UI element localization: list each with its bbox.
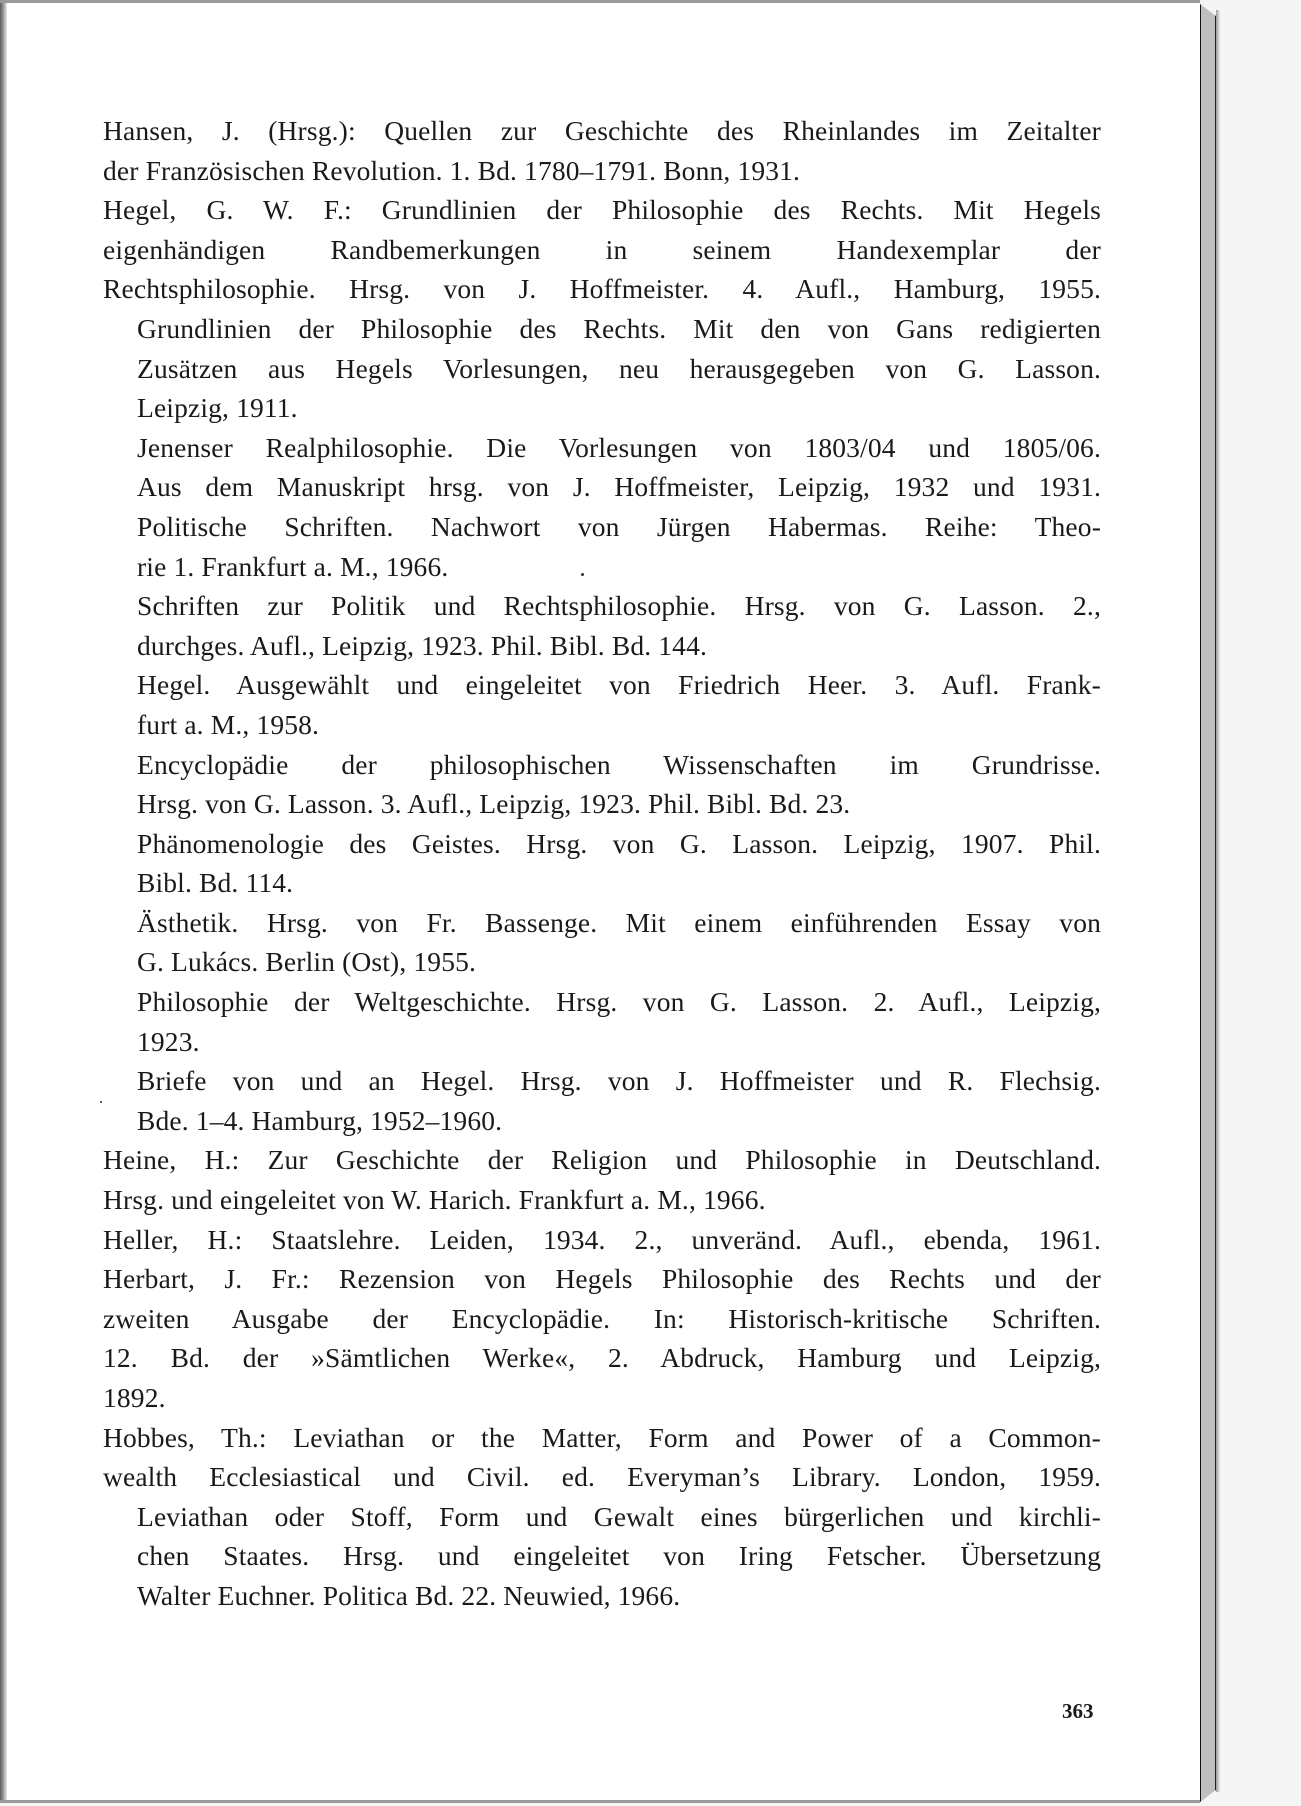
page-number: 363 bbox=[1062, 1699, 1094, 1723]
entry-line: zweiten Ausgabe der Encyclopädie. In: Historisch-kritische Schriften. bbox=[103, 1302, 1101, 1334]
entry-line: Walter Euchner. Politica Bd. 22. Neuwied, 1966. bbox=[137, 1579, 681, 1611]
entry-line: 1892. bbox=[103, 1382, 166, 1413]
entry-line: Hegel. Ausgewählt und eingeleitet von Friedrich Heer. 3. Aufl. Frank- bbox=[137, 669, 1101, 701]
entry-line: Leipzig, 1911. bbox=[137, 392, 298, 424]
hegel-work-schriften-zur-politik bbox=[103, 586, 1101, 665]
bibliography-entry-hegel bbox=[103, 190, 1101, 309]
print-speck bbox=[100, 1101, 102, 1103]
entry-line: Herbart, J. Fr.: Rezension von Hegels Philosophie des Rechts und der bbox=[103, 1263, 1101, 1295]
entry-line: Philosophie der Weltgeschichte. Hrsg. von G. Lasson. 2. Aufl., Leipzig, bbox=[137, 986, 1101, 1018]
bibliography-entry-hansen bbox=[103, 111, 1101, 190]
hegel-work-weltgeschichte bbox=[103, 982, 1101, 1061]
entry-line: Ästhetik. Hrsg. von Fr. Bassenge. Mit einem einführenden Essay von bbox=[137, 906, 1101, 938]
hegel-work-encyclopaedie bbox=[103, 745, 1101, 824]
hegel-work-politische-schriften bbox=[103, 507, 1101, 586]
hegel-work-jenenser bbox=[103, 428, 1101, 507]
bibliography-entry-herbart bbox=[103, 1259, 1101, 1417]
entry-line: wealth Ecclesiastical und Civil. ed. Everyman’s Library. London, 1959. bbox=[103, 1461, 1101, 1493]
entry-line: eigenhändigen Randbemerkungen in seinem Handexemplar der bbox=[103, 233, 1101, 265]
entry-line: Politische Schriften. Nachwort von Jürgen Habermas. Reihe: Theo- bbox=[137, 510, 1101, 542]
page-edge-thickness bbox=[1200, 4, 1216, 1802]
bibliography-entry-heller bbox=[103, 1220, 1101, 1260]
entry-line: der Französischen Revolution. 1. Bd. 1780–1791. Bonn, 1931. bbox=[103, 154, 801, 186]
entry-line: rie 1. Frankfurt a. M., 1966. bbox=[137, 550, 449, 582]
entry-line: Hegel, G. W. F.: Grundlinien der Philosophie des Rechts. Mit Hegels bbox=[103, 194, 1101, 226]
hegel-work-grundlinien-gans bbox=[103, 309, 1101, 428]
entry-line: Schriften zur Politik und Rechtsphilosophie. Hrsg. von G. Lasson. 2., bbox=[137, 590, 1101, 622]
entry-line: Bibl. Bd. 114. bbox=[137, 867, 294, 899]
entry-line: Phänomenologie des Geistes. Hrsg. von G. Lasson. Leipzig, 1907. Phil. bbox=[137, 827, 1101, 859]
entry-line: 12. Bd. der »Sämtlichen Werke«, 2. Abdruck, Hamburg und Leipzig, bbox=[103, 1342, 1101, 1374]
entry-line: Hrsg. von G. Lasson. 3. Aufl., Leipzig, 1923. Phil. Bibl. Bd. 23. bbox=[137, 788, 851, 820]
entry-line: Hobbes, Th.: Leviathan or the Matter, Form and Power of a Common- bbox=[103, 1421, 1101, 1453]
entry-line: Heller, H.: Staatslehre. Leiden, 1934. 2., unveränd. Aufl., ebenda, 1961. bbox=[103, 1223, 1101, 1255]
bibliography-entry-heine bbox=[103, 1140, 1101, 1219]
hegel-work-phaenomenologie bbox=[103, 824, 1101, 903]
entry-line: G. Lukács. Berlin (Ost), 1955. bbox=[137, 946, 477, 978]
entry-line: Briefe von und an Hegel. Hrsg. von J. Hoffmeister und R. Flechsig. bbox=[137, 1065, 1101, 1097]
entry-line: chen Staates. Hrsg. und eingeleitet von Iring Fetscher. Übersetzung bbox=[137, 1540, 1101, 1572]
entry-line: Jenenser Realphilosophie. Die Vorlesungen von 1803/04 und 1805/06. bbox=[137, 431, 1101, 463]
entry-line: Hansen, J. (Hrsg.): Quellen zur Geschichte des Rheinlandes im Zeitalter bbox=[103, 115, 1101, 146]
entry-line: Encyclopädie der philosophischen Wissenschaften im Grundrisse. bbox=[137, 748, 1101, 780]
hobbes-work-leviathan-de bbox=[103, 1497, 1101, 1616]
hegel-work-briefe bbox=[103, 1061, 1101, 1140]
entry-line: Rechtsphilosophie. Hrsg. von J. Hoffmeister. 4. Aufl., Hamburg, 1955. bbox=[103, 273, 1101, 305]
entry-line: Leviathan oder Stoff, Form und Gewalt eines bürgerlichen und kirchli- bbox=[137, 1500, 1101, 1532]
entry-line: Bde. 1–4. Hamburg, 1952–1960. bbox=[137, 1104, 503, 1136]
print-speck bbox=[581, 573, 584, 576]
entry-line: 1923. bbox=[137, 1025, 200, 1057]
entry-line: Hrsg. und eingeleitet von W. Harich. Frankfurt a. M., 1966. bbox=[103, 1184, 766, 1216]
entry-line: Grundlinien der Philosophie des Rechts. Mit den von Gans redigierten bbox=[137, 312, 1101, 344]
entry-line: furt a. M., 1958. bbox=[137, 708, 320, 740]
entry-line: durchges. Aufl., Leipzig, 1923. Phil. Bibl. Bd. 144. bbox=[137, 629, 707, 661]
page-shadow bbox=[1216, 10, 1220, 1792]
entry-line: Heine, H.: Zur Geschichte der Religion und Philosophie in Deutschland. bbox=[103, 1144, 1101, 1176]
bibliography-entry-hobbes bbox=[103, 1418, 1101, 1497]
bibliography-list bbox=[103, 111, 1101, 1616]
entry-line: Zusätzen aus Hegels Vorlesungen, neu herausgegeben von G. Lasson. bbox=[137, 352, 1101, 384]
hegel-work-heer bbox=[103, 665, 1101, 744]
hegel-work-aesthetik bbox=[103, 903, 1101, 982]
entry-line: Aus dem Manuskript hrsg. von J. Hoffmeister, Leipzig, 1932 und 1931. bbox=[137, 471, 1101, 503]
